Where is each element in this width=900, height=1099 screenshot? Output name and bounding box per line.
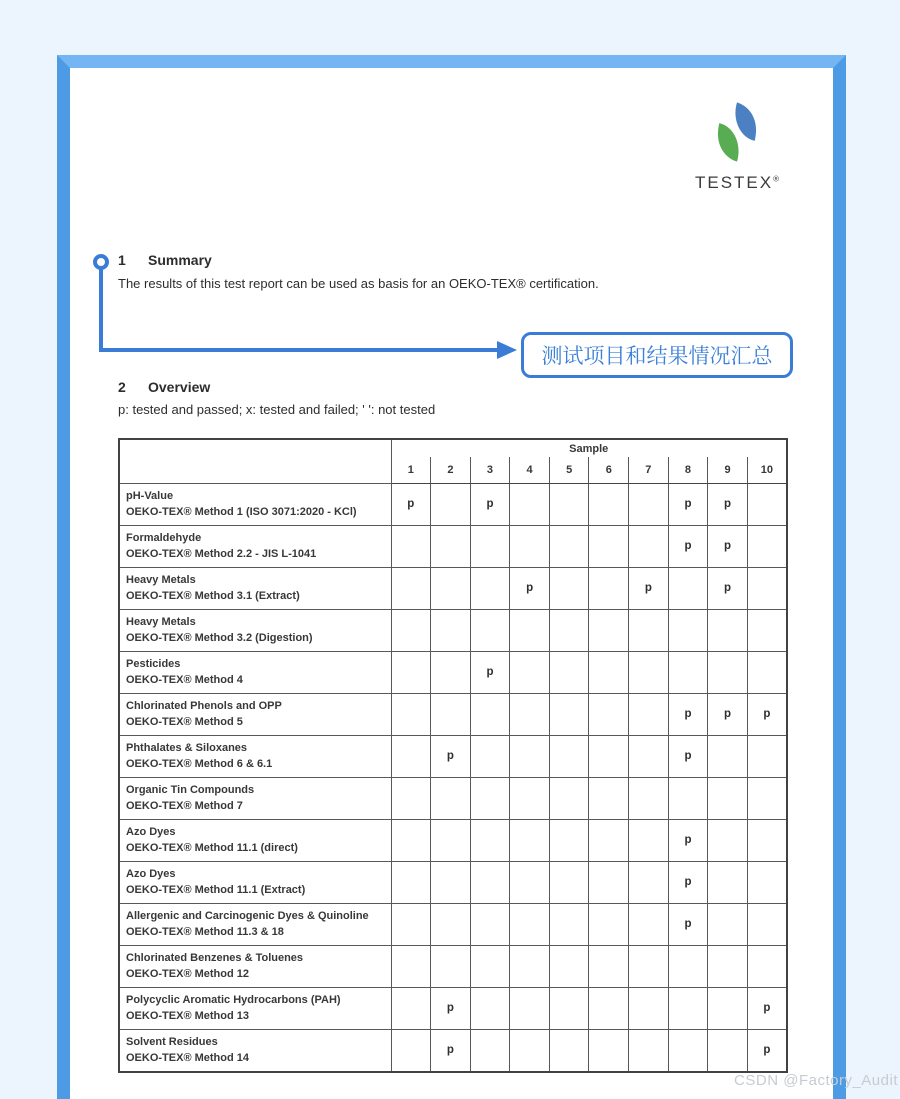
result-cell [629, 609, 669, 651]
result-cell: p [470, 651, 510, 693]
table-row [119, 567, 787, 609]
result-cell [589, 861, 629, 903]
table-row [119, 609, 787, 651]
table-row [119, 735, 787, 777]
result-cell [747, 567, 787, 609]
result-cell: p [708, 567, 748, 609]
result-cell [470, 609, 510, 651]
result-cell: p [747, 1029, 787, 1072]
result-cell [391, 1029, 431, 1072]
result-cell [391, 693, 431, 735]
result-cell [391, 777, 431, 819]
result-cell [431, 819, 471, 861]
sample-column-header: 7 [629, 457, 669, 483]
result-cell [589, 987, 629, 1029]
test-method: OEKO-TEX® Method 5 [126, 716, 243, 728]
test-name-cell [119, 567, 391, 609]
test-name: Formaldehyde [126, 531, 202, 544]
result-cell [510, 693, 550, 735]
table-row [119, 903, 787, 945]
test-name-cell [119, 903, 391, 945]
result-cell [391, 651, 431, 693]
result-cell [549, 525, 589, 567]
result-cell [549, 945, 589, 987]
sample-column-header: 10 [747, 457, 787, 483]
test-name-cell [119, 651, 391, 693]
result-cell [431, 609, 471, 651]
result-cell: p [391, 483, 431, 525]
test-name: Chlorinated Phenols and OPP [126, 699, 282, 712]
test-method: OEKO-TEX® Method 14 [126, 1052, 250, 1064]
result-cell [747, 777, 787, 819]
result-cell [589, 777, 629, 819]
test-name-cell [119, 735, 391, 777]
result-cell [589, 567, 629, 609]
result-cell [747, 609, 787, 651]
result-cell [391, 945, 431, 987]
result-cell [391, 525, 431, 567]
result-cell [668, 651, 708, 693]
result-cell [708, 651, 748, 693]
registered-mark: ® [773, 174, 780, 184]
result-cell [431, 651, 471, 693]
test-method: OEKO-TEX® Method 1 (ISO 3071:2020 - KCl) [126, 506, 357, 518]
test-name: Pesticides [126, 657, 181, 670]
table-row [119, 651, 787, 693]
result-cell [668, 777, 708, 819]
overview-table-wrap [118, 438, 788, 1073]
result-cell: p [708, 525, 748, 567]
arrow-right-icon [497, 341, 517, 359]
sample-group-header: Sample [391, 439, 787, 457]
result-cell: p [668, 693, 708, 735]
result-cell [510, 609, 550, 651]
table-row [119, 861, 787, 903]
result-cell: p [431, 735, 471, 777]
test-name-cell [119, 777, 391, 819]
test-name: Allergenic and Carcinogenic Dyes & Quinoline [126, 909, 369, 922]
test-method: OEKO-TEX® Method 11.1 (Extract) [126, 884, 306, 896]
result-cell [589, 1029, 629, 1072]
result-cell [470, 819, 510, 861]
sample-column-header: 3 [470, 457, 510, 483]
result-cell [470, 777, 510, 819]
result-cell [431, 777, 471, 819]
result-cell: p [708, 693, 748, 735]
result-cell [549, 735, 589, 777]
table-corner-cell [119, 439, 391, 483]
result-cell [549, 861, 589, 903]
result-cell [470, 525, 510, 567]
test-method: OEKO-TEX® Method 3.1 (Extract) [126, 590, 300, 602]
result-cell [589, 693, 629, 735]
result-cell [391, 861, 431, 903]
result-cell [549, 1029, 589, 1072]
sample-column-header: 8 [668, 457, 708, 483]
result-cell [629, 693, 669, 735]
result-cell [629, 483, 669, 525]
result-cell [708, 819, 748, 861]
result-cell [747, 819, 787, 861]
result-cell [431, 483, 471, 525]
test-name-cell [119, 483, 391, 525]
test-name-cell [119, 609, 391, 651]
test-name-cell [119, 1029, 391, 1072]
result-cell [470, 735, 510, 777]
summary-body-text: The results of this test report can be used as basis for an OEKO-TEX® certification. [118, 276, 599, 291]
result-cell [549, 609, 589, 651]
test-method: OEKO-TEX® Method 7 [126, 800, 243, 812]
result-cell [391, 819, 431, 861]
result-cell [470, 987, 510, 1029]
result-cell [510, 1029, 550, 1072]
section-1-number: 1 [118, 252, 126, 268]
table-row [119, 693, 787, 735]
result-cell [589, 483, 629, 525]
result-cell [629, 735, 669, 777]
result-cell [549, 819, 589, 861]
result-cell [391, 735, 431, 777]
test-method: OEKO-TEX® Method 6 & 6.1 [126, 758, 273, 770]
section-1-heading [118, 252, 212, 268]
result-legend-text: p: tested and passed; x: tested and failed; ' ': not tested [118, 402, 436, 417]
result-cell [629, 777, 669, 819]
result-cell [391, 609, 431, 651]
result-cell [589, 945, 629, 987]
test-method: OEKO-TEX® Method 13 [126, 1010, 250, 1022]
table-row [119, 945, 787, 987]
sample-column-header: 9 [708, 457, 748, 483]
table-row [119, 819, 787, 861]
connector-horizontal-line [99, 348, 498, 352]
result-cell [708, 861, 748, 903]
test-name: Organic Tin Compounds [126, 783, 255, 796]
table-row [119, 525, 787, 567]
result-cell [629, 1029, 669, 1072]
result-cell [510, 945, 550, 987]
test-method: OEKO-TEX® Method 11.1 (direct) [126, 842, 298, 854]
result-cell [470, 1029, 510, 1072]
result-cell [668, 1029, 708, 1072]
result-cell [510, 735, 550, 777]
result-cell [510, 525, 550, 567]
result-cell [708, 987, 748, 1029]
test-method: OEKO-TEX® Method 12 [126, 968, 250, 980]
test-name: Azo Dyes [126, 825, 176, 838]
result-cell [747, 861, 787, 903]
result-cell: p [668, 861, 708, 903]
sample-column-header: 4 [510, 457, 550, 483]
result-cell [470, 567, 510, 609]
result-cell [589, 819, 629, 861]
test-name: pH-Value [126, 489, 174, 502]
test-method: OEKO-TEX® Method 11.3 & 18 [126, 926, 284, 938]
result-cell [629, 861, 669, 903]
result-cell [391, 903, 431, 945]
result-cell [668, 609, 708, 651]
testex-logo [672, 100, 802, 193]
connector-vertical-line [99, 269, 103, 352]
table-row [119, 1029, 787, 1072]
test-name-cell [119, 819, 391, 861]
test-name: Polycyclic Aromatic Hydrocarbons (PAH) [126, 993, 341, 1006]
result-cell: p [510, 567, 550, 609]
watermark-text: CSDN @Factory_Audit [734, 1072, 898, 1089]
result-cell [431, 861, 471, 903]
result-cell [510, 903, 550, 945]
result-cell [510, 483, 550, 525]
result-cell [708, 1029, 748, 1072]
result-cell [391, 987, 431, 1029]
result-cell [510, 987, 550, 1029]
result-cell [470, 903, 510, 945]
result-cell [470, 861, 510, 903]
result-cell [549, 651, 589, 693]
test-name: Phthalates & Siloxanes [126, 741, 248, 754]
result-cell: p [668, 525, 708, 567]
result-cell [747, 903, 787, 945]
result-cell [589, 609, 629, 651]
result-cell [747, 483, 787, 525]
result-cell [668, 987, 708, 1029]
result-cell [747, 525, 787, 567]
result-cell [668, 945, 708, 987]
result-cell [431, 567, 471, 609]
result-cell: p [668, 735, 708, 777]
result-cell: p [668, 483, 708, 525]
result-cell [510, 651, 550, 693]
table-row [119, 987, 787, 1029]
section-2-heading [118, 379, 210, 395]
result-cell [708, 945, 748, 987]
result-cell [629, 525, 669, 567]
sample-group-row [119, 439, 787, 457]
result-cell [747, 945, 787, 987]
result-cell [510, 861, 550, 903]
result-cell: p [668, 819, 708, 861]
result-cell [629, 651, 669, 693]
annotation-callout [521, 332, 793, 378]
section-2-number: 2 [118, 379, 126, 395]
brand-name: TESTEX® [694, 173, 780, 192]
result-cell [629, 987, 669, 1029]
result-cell [549, 903, 589, 945]
result-cell [470, 693, 510, 735]
test-name: Solvent Residues [126, 1035, 218, 1048]
test-name-cell [119, 525, 391, 567]
result-cell [629, 819, 669, 861]
test-name-cell [119, 861, 391, 903]
section-2-title: Overview [148, 379, 211, 395]
result-cell [589, 651, 629, 693]
sample-column-header: 5 [549, 457, 589, 483]
callout-text: 测试项目和结果情况汇总 [541, 345, 773, 368]
test-name: Azo Dyes [126, 867, 176, 880]
test-name-cell [119, 987, 391, 1029]
result-cell [629, 945, 669, 987]
section-1-title: Summary [148, 252, 212, 268]
result-cell [431, 693, 471, 735]
result-cell [549, 483, 589, 525]
leaf-icon [711, 100, 763, 164]
table-row [119, 777, 787, 819]
result-cell [708, 609, 748, 651]
result-cell [589, 903, 629, 945]
result-cell [510, 819, 550, 861]
result-cell: p [431, 1029, 471, 1072]
result-cell [589, 525, 629, 567]
table-row [119, 483, 787, 525]
result-cell [549, 693, 589, 735]
test-method: OEKO-TEX® Method 3.2 (Digestion) [126, 632, 313, 644]
test-name: Heavy Metals [126, 573, 196, 586]
result-cell [708, 903, 748, 945]
result-cell [431, 525, 471, 567]
test-name-cell [119, 945, 391, 987]
result-cell [589, 735, 629, 777]
result-cell: p [629, 567, 669, 609]
result-cell [708, 735, 748, 777]
result-cell [549, 987, 589, 1029]
test-name: Chlorinated Benzenes & Toluenes [126, 951, 304, 964]
result-cell: p [470, 483, 510, 525]
result-cell: p [747, 693, 787, 735]
sample-column-header: 2 [431, 457, 471, 483]
result-cell [629, 903, 669, 945]
overview-table [118, 438, 788, 1073]
sample-column-header: 1 [391, 457, 431, 483]
result-cell [431, 945, 471, 987]
result-cell [747, 651, 787, 693]
result-cell [668, 567, 708, 609]
annotation-circle-marker [93, 254, 109, 270]
result-cell [549, 567, 589, 609]
test-method: OEKO-TEX® Method 4 [126, 674, 243, 686]
sample-column-header: 6 [589, 457, 629, 483]
test-method: OEKO-TEX® Method 2.2 - JIS L-1041 [126, 548, 317, 560]
result-cell [391, 567, 431, 609]
result-cell [708, 777, 748, 819]
result-cell [549, 777, 589, 819]
result-cell: p [431, 987, 471, 1029]
test-name: Heavy Metals [126, 615, 196, 628]
result-cell: p [668, 903, 708, 945]
overview-table-body [119, 483, 787, 1072]
result-cell [431, 903, 471, 945]
result-cell [470, 945, 510, 987]
result-cell [510, 777, 550, 819]
test-name-cell [119, 693, 391, 735]
result-cell [747, 735, 787, 777]
result-cell: p [747, 987, 787, 1029]
result-cell: p [708, 483, 748, 525]
